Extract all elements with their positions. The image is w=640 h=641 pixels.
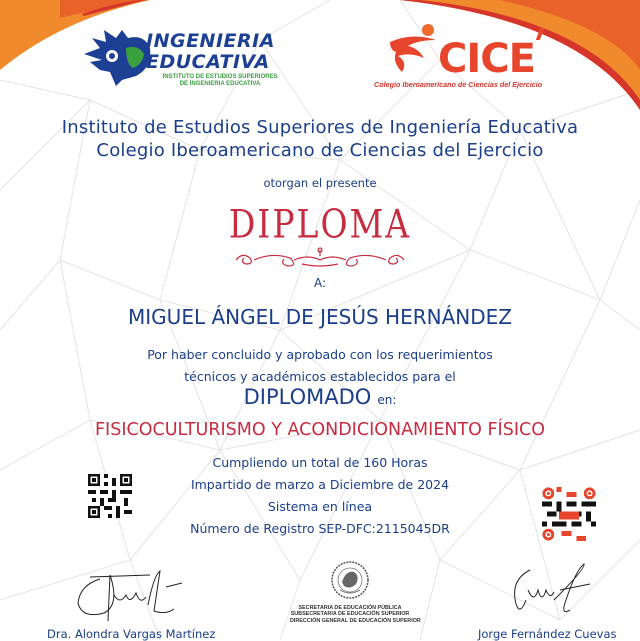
signature-right — [490, 560, 600, 630]
qr-code-left[interactable] — [88, 474, 132, 518]
institution-name-2: Colegio Iberoamericano de Ciencias del Ejercicio — [96, 140, 544, 161]
sep-seal — [290, 560, 421, 624]
logo-right-subtitle: Colegio Iberoamericano de Ciencias del Ejercicio — [374, 80, 543, 89]
diploma-title: DIPLOMA — [228, 201, 412, 248]
degree-type: DIPLOMADO — [243, 385, 372, 409]
degree-in-label: en: — [377, 393, 397, 407]
seal-line-3: DIRECCIÓN GENERAL DE EDUCACIÓN SUPERIOR — [290, 617, 421, 624]
logo-left-subtitle-2: DE INGENIERIA EDUCATIVA — [179, 81, 261, 87]
ingenieria-educativa-logo — [82, 24, 282, 94]
reason-line-1: Por haber concluido y aprobado con los requerimientos — [147, 347, 493, 362]
logo-left-line1: INGENIERIA — [146, 30, 275, 52]
degree-line — [0, 385, 640, 409]
seal-line-2: SUBSECRETARIA DE EDUCACIÓN SUPERIOR — [290, 611, 410, 618]
logo-accent-mark — [536, 28, 544, 40]
program-name: FISICOCULTURISMO Y ACONDICIONAMIENTO FÍSICO — [94, 420, 545, 440]
mexico-coat-of-arms-icon — [330, 560, 370, 600]
institution-name-1: Instituto de Estudios Superiores de Ingeniería Educativa — [61, 117, 579, 138]
detail-period: Impartido de marzo a Diciembre de 2024 — [190, 477, 450, 492]
cice-logo — [372, 18, 562, 98]
detail-hours: Cumpliendo un total de 160 Horas — [212, 455, 428, 470]
logo-left-line2: EDUCATIVA — [146, 51, 270, 73]
recipient-name: MIGUEL ÁNGEL DE JESÚS HERNÁNDEZ — [128, 305, 512, 329]
reason-line-2: técnicos y académicos establecidos para el — [184, 369, 456, 384]
grant-text: otorgan el presente — [263, 176, 377, 190]
running-figure-icon — [388, 22, 444, 74]
eagle-head-globe-icon — [82, 28, 152, 86]
ornamental-flourish — [232, 246, 408, 270]
logo-left-subtitle-1: INSTITUTO DE ESTUDIOS SUPERIORES — [162, 74, 278, 80]
seal-line-1: SECRETARIA DE EDUCACIÓN PÚBLICA — [298, 605, 402, 611]
qr-code-right[interactable] — [542, 487, 596, 541]
logo-right-wordmark: CICE — [438, 36, 535, 82]
detail-modality: Sistema en línea — [267, 499, 373, 514]
signature-left — [70, 565, 190, 625]
detail-registration: Número de Registro SEP-DFC:2115045DR — [190, 521, 450, 536]
signatory-left-name: Dra. Alondra Vargas Martínez — [47, 627, 216, 641]
to-label: A: — [313, 276, 327, 290]
signatory-right-name: Jorge Fernández Cuevas — [478, 627, 617, 641]
